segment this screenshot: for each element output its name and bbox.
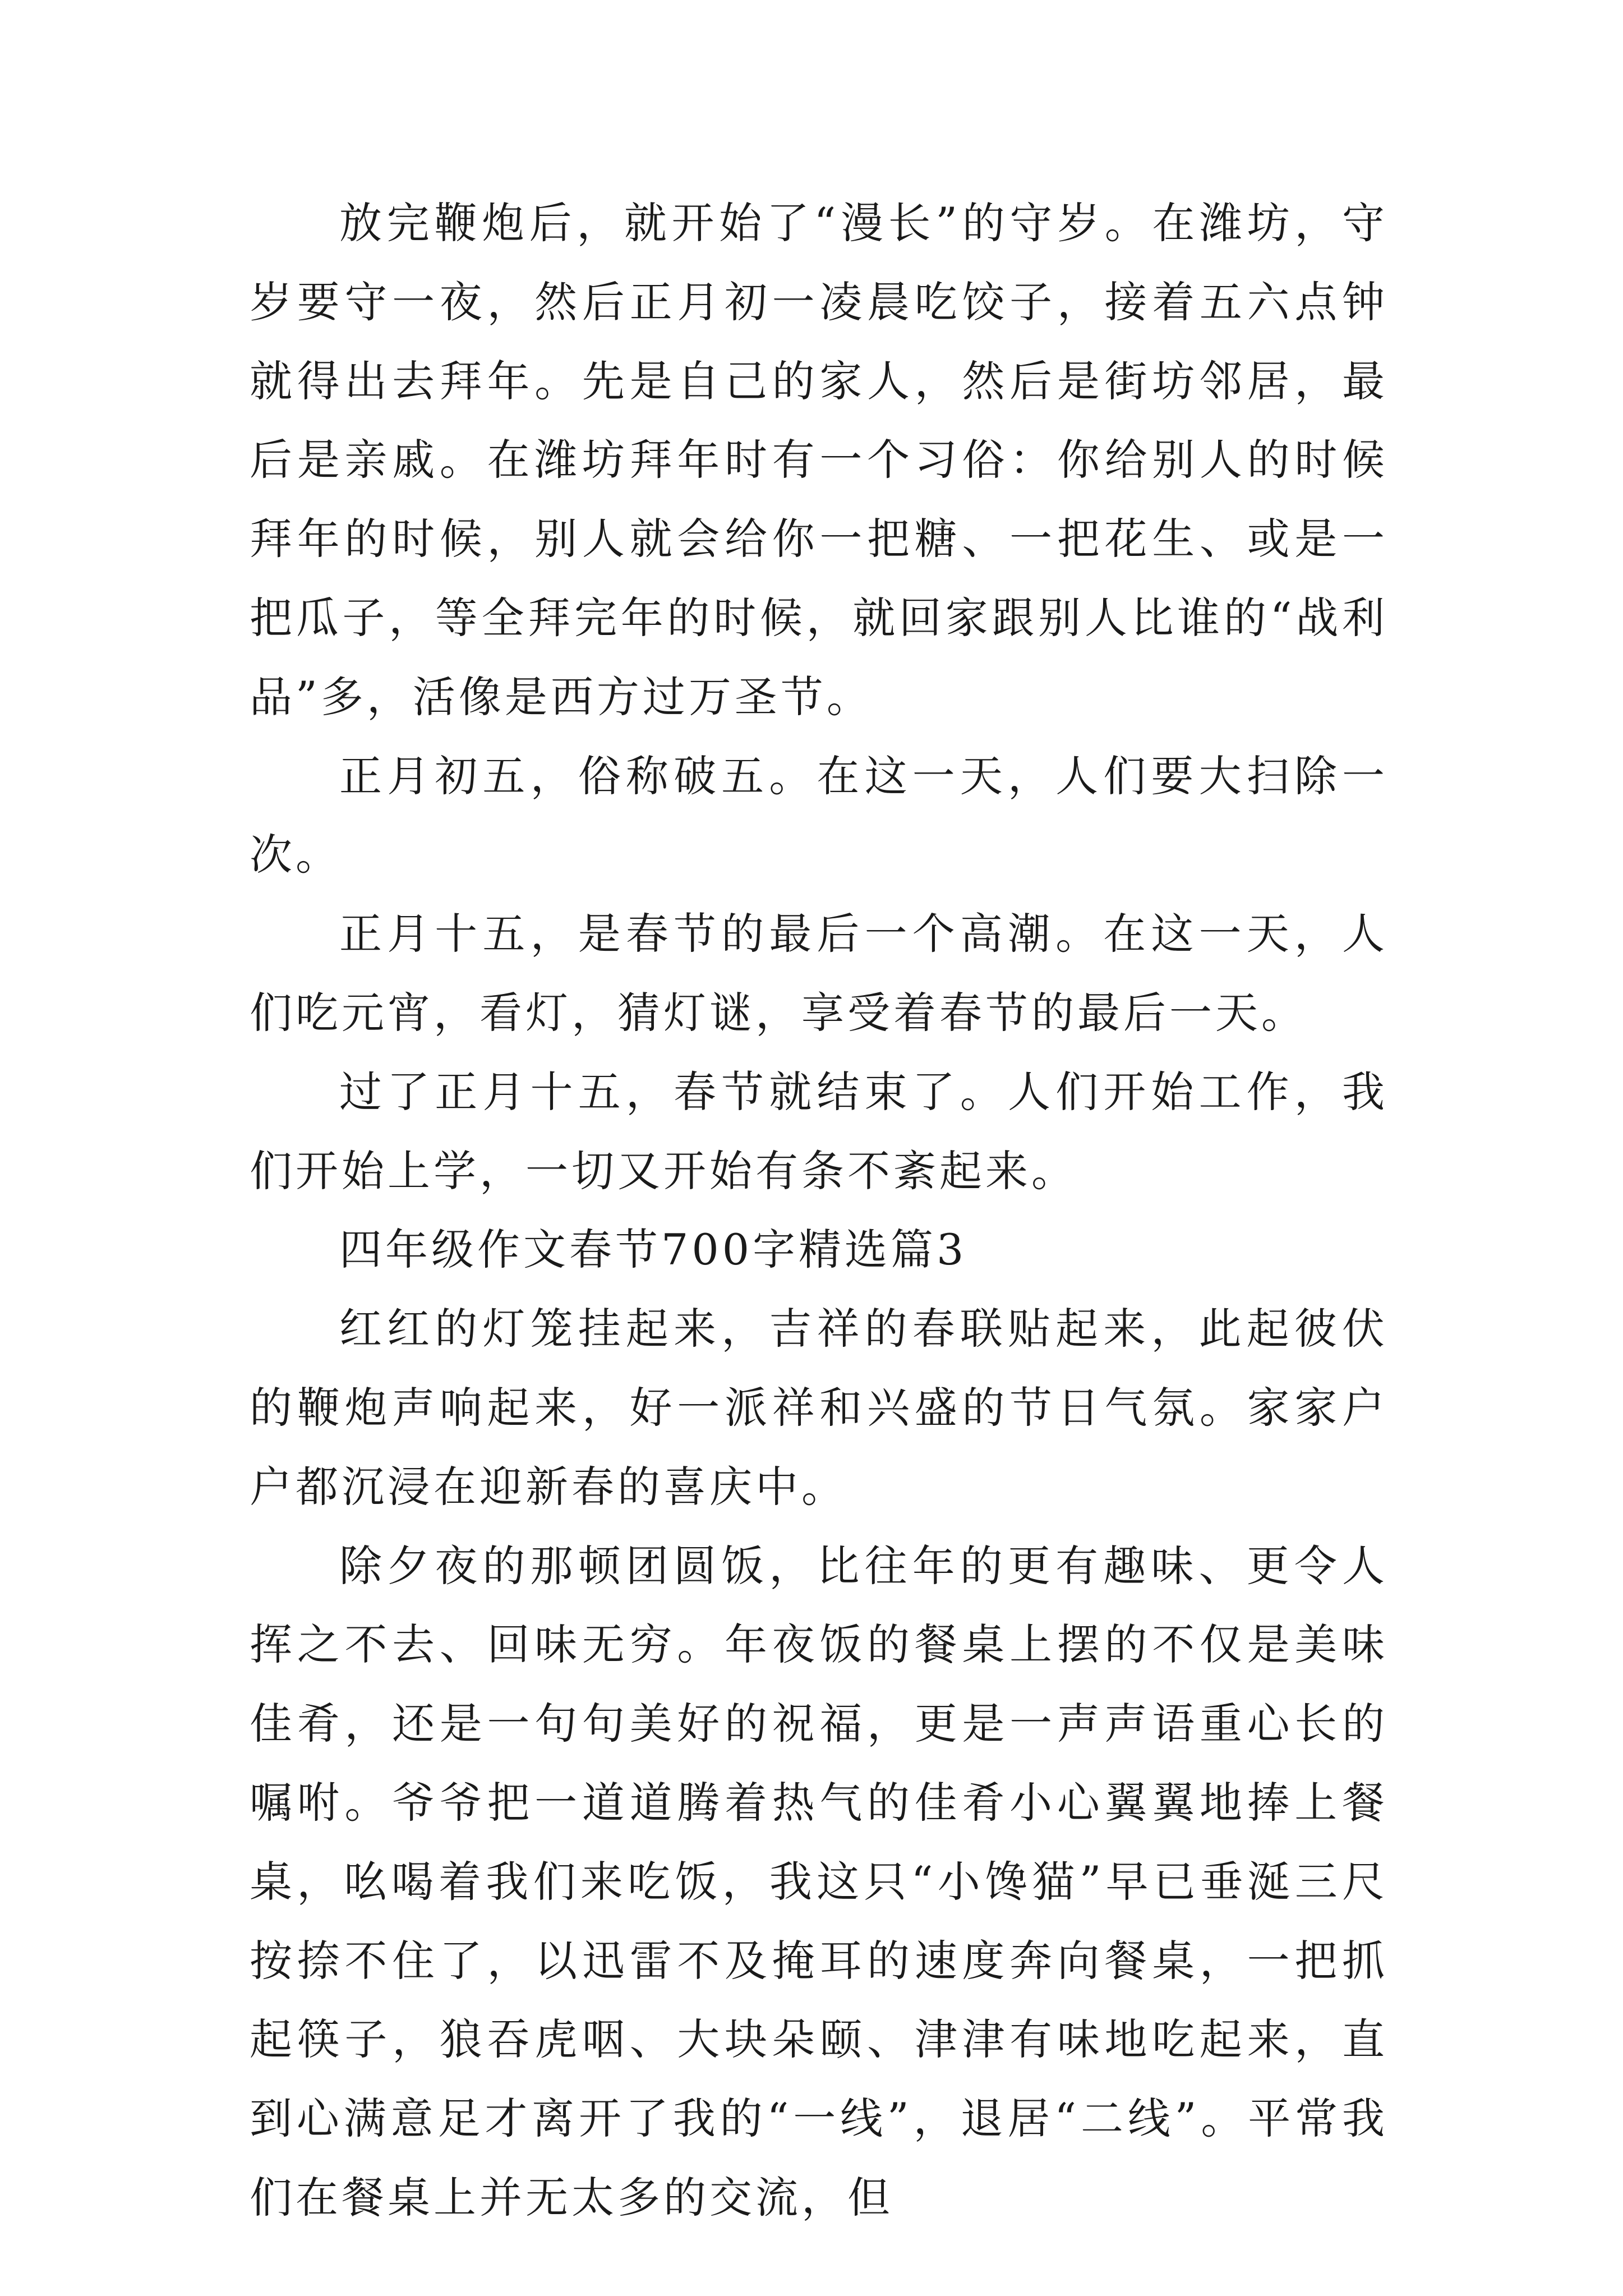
paragraph-festival-end: 过了正月十五，春节就结束了。人们开始工作，我们开始上学，一切又开始有条不紊起来。 (250, 1066, 1388, 1196)
section-heading: 四年级作文春节700字精选篇3 (339, 1225, 967, 1275)
paragraph-fifth-day: 正月初五，俗称破五。在这一天，人们要大扫除一次。 (250, 751, 1388, 880)
paragraph-reunion-dinner: 除夕夜的那顿团圆饭，比往年的更有趣味、更令人挥之不去、回味无穷。年夜饭的餐桌上摆的不仅是美味佳肴，还是一句句美好的祝福，更是一声声语重心长的嘱咐。爷爷把一道道腾着热气的佳肴小心翼翼地捧上餐桌，吆喝着我们来吃饭，我这只“小馋猫”早已垂涎三尺按捺不住了，以迅雷不及掩耳的速度奔向餐桌，一把抓起筷子，狼吞虎咽、大块朵颐、津津有味地吃起来，直到心满意足才离开了我的“一线”，退居“二线”。平常我们在餐桌上并无太多的交流，但 (250, 1540, 1388, 2223)
paragraph-new-year-eve-vigil: 放完鞭炮后，就开始了“漫长”的守岁。在潍坊，守岁要守一夜，然后正月初一凌晨吃饺子，接着五六点钟就得出去拜年。先是自己的家人，然后是街坊邻居，最后是亲戚。在潍坊拜年时有一个习俗：你给别人的时候拜年的时候，别人就会给你一把糖、一把花生、或是一把瓜子，等全拜完年的时候，就回家跟别人比谁的“战利品”多，活像是西方过万圣节。 (250, 198, 1388, 722)
paragraph-festive-atmosphere: 红红的灯笼挂起来，吉祥的春联贴起来，此起彼伏的鞭炮声响起来，好一派祥和兴盛的节日气氛。家家户户都沉浸在迎新春的喜庆中。 (250, 1304, 1388, 1512)
document-body (250, 184, 1388, 2238)
paragraph-lantern-festival: 正月十五，是春节的最后一个高潮。在这一天，人们吃元宵，看灯，猜灯谜，享受着春节的最后一天。 (250, 909, 1388, 1038)
